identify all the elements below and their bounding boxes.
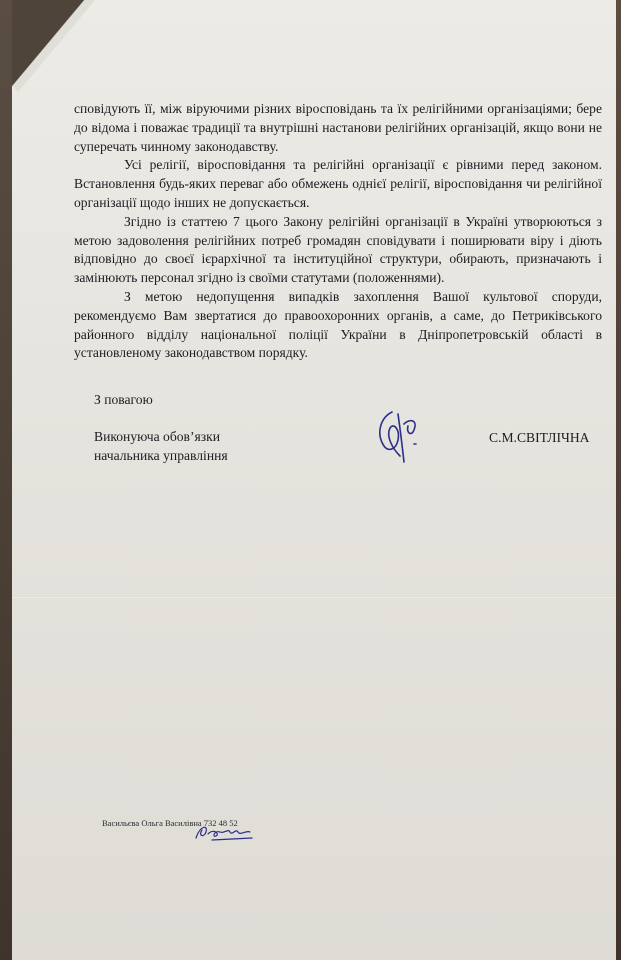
paragraph-3: Згідно із статтею 7 цього Закону релігійні організації в Україні утворюються з метою задоволення релігійних потреб громадян сповідувати і поширювати віру і діють відповідно до своєї ієрархічної та інституційної структури, обирають, призначають і замінюють персонал згідно із своїми статутами (положеннями). <box>74 213 602 286</box>
paragraph-4: З метою недопущення випадків захоплення Вашої культової споруди, рекомендуємо Вам звертатися до правоохоронних органів, а саме, до Петриківського районного відділу національної поліції України в Дніпропетровській області в установленому законодавством порядку. <box>74 288 602 361</box>
closing-phrase: З повагою <box>94 392 153 407</box>
letter-body <box>74 100 602 363</box>
paragraph-1: сповідують її, між віруючими різних віросповідань та їх релігійними організаціями; бере до відома і поважає традиції та внутрішні настанови релігійних організацій, якщо вони не суперечать чинному законодавству. <box>74 101 602 154</box>
signer-name: С.М.СВІТЛІЧНА <box>489 430 590 445</box>
paragraph-2: Усі релігії, віросповідання та релігійні організації є рівними перед законом. Встановлення будь-яких переваг або обмежень однієї релігії, віросповідання чи релігійної організації щодо інших не допускається. <box>74 157 602 210</box>
handwritten-signature <box>370 404 430 468</box>
executor-initials-signature <box>192 820 258 844</box>
signer-position <box>94 428 228 466</box>
position-line-1: Виконуюча обов’язки <box>94 429 220 444</box>
paper-crease <box>12 596 616 599</box>
executor-contact: Васильєва Ольга Василівна 732 48 52 <box>102 818 238 828</box>
position-line-2: начальника управління <box>94 447 228 463</box>
